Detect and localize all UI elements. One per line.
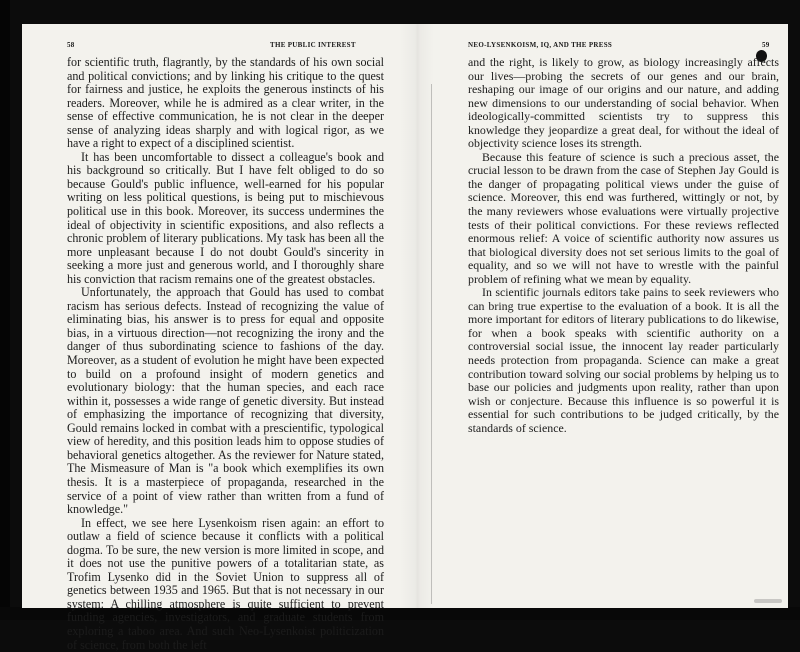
left-page-body (67, 56, 384, 652)
left-paragraph: In effect, we see here Lysenkoism risen again: an effort to outlaw a field of science because it conflicts with a political dogma. To be sure, the new version is more limited in scope, and it does not use the punitive powers of a totalitarian state, as Trofim Lysenko did in the Soviet Union to suppress all of genetics between 1935 and 1965. But that is not necessary in our system: A chilling atmosphere is quite sufficient to prevent funding agencies, investigators, and graduate students from exploring a taboo area. And such Neo-Lysenkoist politicization of science, from both the left (67, 515, 384, 652)
right-paragraph: In scientific journals editors take pains to seek reviewers who can bring true expertise to the evaluation of a book. It is all the more important for editors of literary publications to do likewise, for when a book speaks with scientific authority on a controversial social issue, the innocent lay reader particularly needs protection from propaganda. Science can make a great contribution toward solving our social problems by helping us to base our policies and judgments upon reality, rather than upon wish or conjecture. Because this influence is so powerful it is essential for such contributions to be judged critically, by the standards of science. (468, 285, 779, 435)
left-running-head: THE PUBLIC INTEREST (270, 41, 356, 49)
page-smudge (754, 599, 782, 603)
book-spread (22, 24, 788, 652)
right-paragraph: and the right, is likely to grow, as biology increasingly affects our lives—probing the secrets of our genes and our brain, reshaping our image of our origins and our nature, and adding new dimensions to our understanding of social behavior. When ideologically-committed scientists try to suppress this knowledge they jeopardize a great deal, for without the ideal of objectivity science loses its strength. (468, 55, 779, 151)
spine-shadow (400, 24, 434, 608)
left-paragraph: Unfortunately, the approach that Gould has used to combat racism has serious defects. Instead of recognizing the value of eliminating bias, his answer is to press for equal and opposite bias, in a virtuous direction—not recognizing the irony and the danger of thus subordinating science to fashions of the day. Moreover, as a student of evolution he might have been expected to build on a profound insight of modern genetics and evolutionary biology: that the human species, and each race within it, possesses a wide range of genetic diversity. But instead of emphasizing the importance of recognizing that diversity, Gould remains locked in combat with a prescientific, typological view of heredity, and this position leads him to oppose studies of behavioral genetics altogether. As the reviewer for Nature stated, The Mismeasure of Man is "a book which exemplifies its own thesis. It is a masterpiece of propaganda, researched in the service of a point of view rather than written from a fund of knowledge." (67, 285, 384, 517)
right-page-body (468, 56, 779, 435)
right-running-head: NEO-LYSENKOISM, IQ, AND THE PRESS (468, 41, 613, 49)
right-page-number: 59 (762, 41, 770, 49)
scan-border-left (0, 0, 10, 620)
gutter-line (431, 84, 432, 604)
left-paragraph: for scientific truth, flagrantly, by the standards of his own social and political convictions; and by linking his critique to the quest for fairness and justice, he exploits the generous instincts of his readers. Moreover, while he is admired as a clear writer, in the sense of effective communication, he is not clear in the deeper sense of analyzing ideas sharply and with logical rigor, as we have a right to expect of a disciplined scientist. (67, 55, 384, 151)
left-paragraph: It has been uncomfortable to dissect a colleague's book and his background so critically. But I have felt obliged to do so because Gould's public influence, well-earned for his popular writing on less political questions, is being put to mischievous political use in this book. Moreover, its success undermines the ideal of objectivity in scientific expositions, and also reflects a chronic problem of literary publications. My task has been all the more unpleasant because I do not doubt Gould's sincerity in seeking a more just and generous world, and I thoroughly share his conviction that racism remains one of the greatest obstacles. (67, 149, 384, 286)
right-paragraph: Because this feature of science is such a precious asset, the crucial lesson to be drawn from the case of Stephen Jay Gould is the danger of propagating political views under the guise of science. Moreover, this end was furthered, wittingly or not, by the many reviewers whose evaluations were virtually projective tests of their political convictions. For these reviews reflected enormous relief: A voice of scientific authority now assures us that biological diversity does not set serious limits to the goal of equality, and so we will not have to wrestle with the painful problem of refining what we mean by equality. (468, 149, 779, 286)
left-page-number: 58 (67, 41, 75, 49)
